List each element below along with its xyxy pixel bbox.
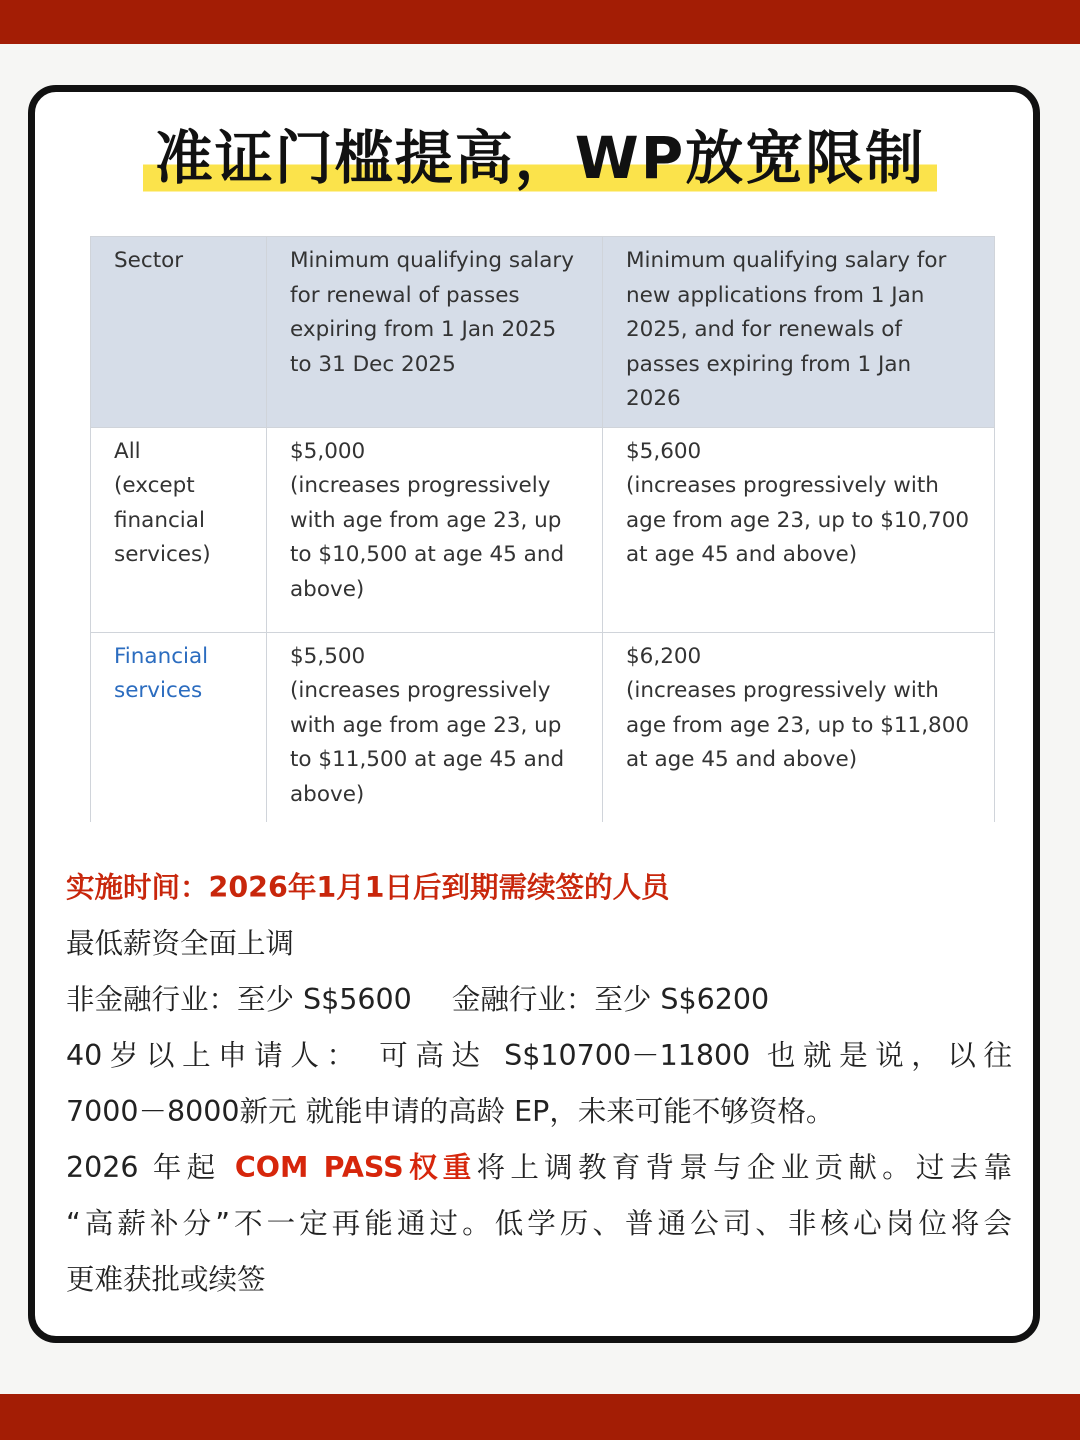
body-line: 40岁以上申请人： 可高达 S$10700－11800 也就是说，以往 — [66, 1039, 1012, 1072]
table-crop-edge — [76, 822, 1010, 824]
salary-table — [90, 236, 995, 824]
cell-line: at age 45 and above) — [626, 747, 858, 772]
cell-line: services) — [114, 542, 211, 567]
salary-cell — [603, 427, 995, 632]
body-line — [66, 1140, 1012, 1196]
cell-line: age from age 23, up to $11,800 — [626, 712, 970, 738]
salary-table-screenshot — [76, 236, 1010, 824]
cell-line: with age from age 23, up — [290, 507, 562, 533]
cell-line: with age from age 23, up — [290, 712, 562, 738]
title-block — [0, 118, 1080, 198]
compass-highlight: COM PASS权重 — [234, 1151, 477, 1184]
cell-line: to $10,500 at age 45 and — [290, 542, 565, 567]
body-line — [66, 972, 1012, 1028]
effective-date-line: 实施时间：2026年1月1日后到期需续签的人员 — [66, 871, 670, 904]
cell-line: age from age 23, up to $10,700 — [626, 507, 970, 533]
body-text — [66, 860, 1012, 1308]
cell-line: $5,600 — [626, 438, 702, 464]
cell-line: above) — [290, 576, 365, 602]
salary-cell — [267, 632, 603, 824]
table-row — [91, 427, 995, 632]
cell-line: at age 45 and above) — [626, 542, 858, 567]
body-line: 更难获批或续签 — [66, 1263, 266, 1296]
body-segment: 2026 年起 — [66, 1151, 235, 1184]
cell-line: $5,500 — [290, 643, 366, 669]
sector-cell — [91, 632, 267, 824]
table-header-row — [91, 237, 995, 428]
body-line: “高薪补分”不一定再能通过。低学历、普通公司、非核心岗位将会 — [66, 1207, 1012, 1240]
cell-line: All — [114, 438, 141, 464]
non-financial-minimum: 非金融行业：至少 S$5600 — [66, 983, 412, 1016]
cell-line: (increases progressively with — [626, 473, 939, 498]
cell-line: $5,000 — [290, 438, 366, 464]
cell-line: (increases progressively — [290, 678, 551, 703]
cell-line: (increases progressively — [290, 473, 551, 498]
page-title: 准证门槛提高，WP放宽限制 — [143, 118, 938, 198]
cell-line: above) — [290, 781, 365, 807]
sector-cell — [91, 427, 267, 632]
header-current-salary: Minimum qualifying salary for renewal of passes expiring from 1 Jan 2025 to 31 Dec 2025 — [267, 237, 603, 428]
salary-cell — [603, 632, 995, 824]
salary-cell — [267, 427, 603, 632]
financial-services-link[interactable]: services — [114, 678, 203, 703]
header-sector: Sector — [91, 237, 267, 428]
cell-line: to $11,500 at age 45 and — [290, 747, 565, 772]
table-row — [91, 632, 995, 824]
cell-line: financial — [114, 507, 205, 533]
cell-line: (increases progressively with — [626, 678, 939, 703]
top-band — [0, 0, 1080, 44]
cell-line: (except — [114, 473, 195, 498]
financial-services-link[interactable]: Financial — [114, 643, 209, 669]
cell-line: $6,200 — [626, 643, 702, 669]
body-segment: 将上调教育背景与企业贡献。过去靠 — [476, 1151, 1012, 1184]
body-line: 7000－8000新元 就能申请的高龄 EP，未来可能不够资格。 — [66, 1095, 835, 1128]
bottom-band — [0, 1394, 1080, 1440]
body-line: 最低薪资全面上调 — [66, 927, 295, 960]
financial-minimum: 金融行业：至少 S$6200 — [451, 983, 770, 1016]
header-new-salary: Minimum qualifying salary for new applications from 1 Jan 2025, and for renewals of passes expiring from 1 Jan 2026 — [603, 237, 995, 428]
